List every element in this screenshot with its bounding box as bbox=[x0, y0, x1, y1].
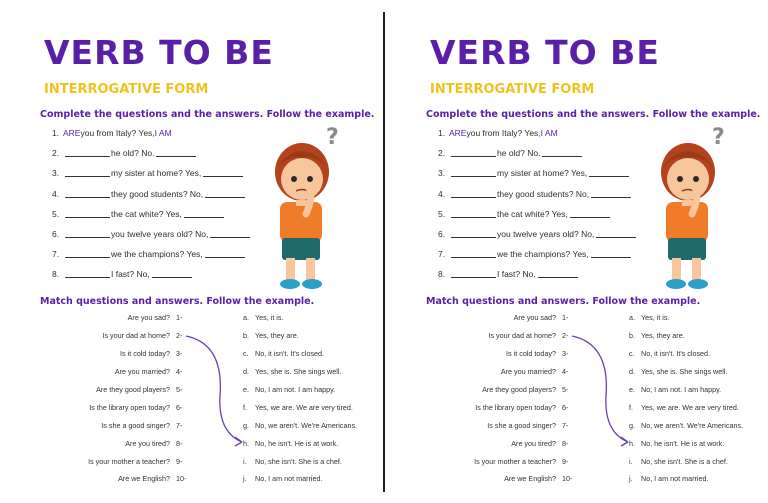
question-number: 1. bbox=[438, 128, 446, 138]
match-answer-letter: e. bbox=[629, 385, 635, 394]
question-text: we the champions? Yes, bbox=[111, 249, 203, 260]
match-answer-letter: e. bbox=[243, 385, 249, 394]
match-question bbox=[446, 327, 576, 345]
question-row bbox=[438, 148, 668, 168]
question-text: you twelve years old? No, bbox=[497, 228, 595, 239]
match-answer-letter: j. bbox=[243, 474, 247, 484]
match-question bbox=[446, 434, 576, 452]
match-answer-text: No, it isn't. It's closed. bbox=[641, 349, 711, 359]
match-question-number: 6- bbox=[562, 402, 569, 412]
verb-blank[interactable] bbox=[451, 209, 496, 218]
match-answer bbox=[629, 434, 768, 452]
question-row bbox=[438, 229, 668, 249]
match-question-text: Are you tired? bbox=[125, 438, 170, 448]
question-row bbox=[438, 209, 668, 229]
question-list bbox=[52, 128, 282, 290]
match-answer-text: Yes, it is. bbox=[255, 313, 284, 323]
page-divider bbox=[383, 12, 385, 492]
question-text: the cat white? Yes, bbox=[497, 208, 568, 219]
match-answer bbox=[243, 470, 383, 488]
match-answer-letter: a. bbox=[243, 313, 249, 323]
match-question bbox=[60, 345, 190, 363]
match-question-text: Are you married? bbox=[500, 367, 556, 377]
match-answer bbox=[243, 363, 383, 381]
match-answer-text: No, she isn't. She is a chef. bbox=[255, 456, 342, 466]
match-question-number: 9- bbox=[562, 456, 569, 466]
match-answer-letter: g. bbox=[629, 420, 635, 430]
question-row bbox=[52, 209, 282, 229]
question-number: 1. bbox=[52, 128, 60, 138]
match-answer-letter: f. bbox=[243, 402, 247, 412]
match-answer-letter: i. bbox=[243, 456, 247, 466]
match-question-number: 8- bbox=[176, 438, 183, 448]
match-question-text: Is your dad at home? bbox=[102, 331, 170, 341]
match-answer-text: No, I am not. I am happy. bbox=[255, 385, 336, 394]
example-verb: ARE bbox=[449, 128, 467, 138]
verb-blank[interactable] bbox=[65, 148, 110, 157]
match-question bbox=[446, 470, 576, 488]
match-question bbox=[446, 363, 576, 381]
match-answer-letter: d. bbox=[243, 367, 249, 377]
question-text: we the champions? Yes, bbox=[497, 249, 589, 260]
question-text: you twelve years old? No, bbox=[111, 228, 209, 239]
question-text: the cat white? Yes, bbox=[111, 208, 182, 219]
match-answer-letter: a. bbox=[629, 313, 635, 323]
match-question-number: 7- bbox=[176, 420, 183, 430]
match-answer-text: Yes, we are. We are very tired. bbox=[255, 402, 353, 412]
match-answer bbox=[243, 452, 383, 470]
question-text: I fast? No, bbox=[111, 269, 150, 280]
match-question-text: Are you sad? bbox=[513, 313, 556, 323]
example-verb: ARE bbox=[63, 128, 81, 138]
match-question bbox=[446, 416, 576, 434]
thinking-boy-illustration bbox=[262, 124, 352, 294]
worksheet-left bbox=[0, 0, 383, 503]
match-answer bbox=[629, 416, 768, 434]
instruction-match: Match questions and answers. Follow the example. bbox=[40, 296, 315, 307]
match-arrow bbox=[566, 330, 636, 450]
question-number: 3. bbox=[52, 168, 60, 179]
match-question-text: Are you tired? bbox=[511, 438, 556, 448]
worksheet-right bbox=[386, 0, 768, 503]
question-text: he old? No. bbox=[111, 148, 155, 159]
verb-blank[interactable] bbox=[451, 189, 496, 198]
question-number: 7. bbox=[52, 249, 60, 260]
verb-blank[interactable] bbox=[451, 148, 496, 157]
question-row bbox=[438, 189, 668, 209]
question-row bbox=[52, 148, 282, 168]
match-answer-text: Yes, she is. She sings well. bbox=[255, 367, 342, 377]
question-row bbox=[438, 168, 668, 188]
match-answer bbox=[629, 327, 768, 345]
match-answer-text: No, I am not married. bbox=[641, 474, 709, 484]
match-question bbox=[446, 345, 576, 363]
question-row bbox=[438, 128, 668, 148]
match-answer bbox=[629, 452, 768, 470]
verb-blank[interactable] bbox=[65, 249, 110, 258]
match-answer-text: No, I am not married. bbox=[255, 474, 323, 484]
question-row bbox=[52, 249, 282, 269]
match-answer-letter: h. bbox=[243, 438, 249, 448]
match-question-text: Are they good players? bbox=[482, 385, 556, 394]
match-question bbox=[60, 416, 190, 434]
match-question-number: 6- bbox=[176, 402, 183, 412]
match-question-text: Is it cold today? bbox=[506, 349, 556, 359]
match-arrow bbox=[180, 330, 250, 450]
match-answer bbox=[243, 345, 383, 363]
thinking-boy-illustration bbox=[648, 124, 738, 294]
match-answer-text: No, it isn't. It's closed. bbox=[255, 349, 325, 359]
question-mark-icon: ? bbox=[326, 125, 339, 150]
instruction-complete: Complete the questions and the answers. Follow the example. bbox=[426, 109, 761, 120]
answer-blank[interactable] bbox=[542, 148, 582, 157]
question-text: you from Italy? Yes, bbox=[80, 128, 155, 138]
question-row bbox=[438, 249, 668, 269]
verb-blank[interactable] bbox=[451, 269, 496, 278]
answer-blank[interactable] bbox=[591, 189, 631, 198]
match-answers bbox=[243, 309, 383, 488]
match-answer-letter: i. bbox=[629, 456, 633, 466]
question-row bbox=[52, 128, 282, 148]
match-answer bbox=[243, 309, 383, 327]
worksheet-subtitle: INTERROGATIVE FORM bbox=[44, 82, 209, 97]
question-text: they good students? No, bbox=[111, 188, 204, 199]
match-question-text: Is it cold today? bbox=[120, 349, 170, 359]
answer-blank[interactable] bbox=[596, 229, 636, 238]
match-question-text: Are they good players? bbox=[96, 385, 170, 394]
match-question-text: Is the library open today? bbox=[475, 402, 556, 412]
answer-blank[interactable] bbox=[152, 269, 192, 278]
match-answer bbox=[629, 363, 768, 381]
question-row bbox=[52, 229, 282, 249]
verb-blank[interactable] bbox=[65, 269, 110, 278]
question-row bbox=[52, 168, 282, 188]
match-question-number: 5- bbox=[562, 385, 569, 394]
verb-blank[interactable] bbox=[65, 229, 110, 238]
match-question-text: Is your dad at home? bbox=[488, 331, 556, 341]
match-answer-text: Yes, we are. We are very tired. bbox=[641, 402, 739, 412]
worksheet-subtitle: INTERROGATIVE FORM bbox=[430, 82, 595, 97]
match-question bbox=[60, 434, 190, 452]
match-question-number: 10- bbox=[562, 474, 573, 484]
match-question-text: Are we English? bbox=[118, 474, 170, 484]
match-question bbox=[446, 309, 576, 327]
match-answer-text: Yes, it is. bbox=[641, 313, 670, 323]
match-answer bbox=[243, 416, 383, 434]
question-text: he old? No. bbox=[497, 148, 541, 159]
match-answer bbox=[629, 345, 768, 363]
match-question-number: 8- bbox=[562, 438, 569, 448]
match-answer bbox=[243, 434, 383, 452]
answer-blank[interactable] bbox=[156, 148, 196, 157]
match-question-number: 9- bbox=[176, 456, 183, 466]
answer-blank[interactable] bbox=[203, 168, 243, 177]
match-answer-text: No, we aren't. We're Americans. bbox=[641, 420, 744, 430]
match-question bbox=[60, 470, 190, 488]
worksheet-title: VERB TO BE bbox=[430, 33, 660, 72]
match-answer-text: Yes, they are. bbox=[641, 331, 685, 341]
verb-blank[interactable] bbox=[65, 209, 110, 218]
match-question-text: Is the library open today? bbox=[89, 402, 170, 412]
match-answer-letter: b. bbox=[243, 331, 249, 341]
match-questions bbox=[446, 309, 576, 488]
match-question bbox=[60, 381, 190, 399]
match-question-text: Are you sad? bbox=[127, 313, 170, 323]
verb-blank[interactable] bbox=[451, 229, 496, 238]
match-question bbox=[60, 327, 190, 345]
match-question-number: 5- bbox=[176, 385, 183, 394]
verb-blank[interactable] bbox=[65, 168, 110, 177]
example-answer: I AM bbox=[540, 128, 558, 138]
question-list bbox=[438, 128, 668, 290]
match-answer-text: No, he isn't. He is at work. bbox=[641, 438, 725, 448]
match-question-number: 7- bbox=[562, 420, 569, 430]
question-number: 6. bbox=[438, 228, 446, 239]
example-answer: I AM bbox=[154, 128, 172, 138]
match-question bbox=[60, 398, 190, 416]
question-text: they good students? No, bbox=[497, 188, 590, 199]
match-question-number: 10- bbox=[176, 474, 187, 484]
match-question-text: Is she a good singer? bbox=[487, 420, 556, 430]
match-questions bbox=[60, 309, 190, 488]
question-mark-icon: ? bbox=[712, 125, 725, 150]
match-answer-letter: b. bbox=[629, 331, 635, 341]
question-number: 6. bbox=[52, 228, 60, 239]
question-number: 3. bbox=[438, 168, 446, 179]
match-answer bbox=[243, 381, 383, 399]
question-row bbox=[52, 269, 282, 289]
answer-blank[interactable] bbox=[570, 209, 610, 218]
question-number: 2. bbox=[438, 148, 446, 159]
question-number: 5. bbox=[438, 208, 446, 219]
instruction-complete: Complete the questions and the answers. Follow the example. bbox=[40, 109, 375, 120]
question-text: my sister at home? Yes, bbox=[497, 168, 588, 179]
match-answer-letter: c. bbox=[243, 349, 249, 359]
match-question bbox=[446, 398, 576, 416]
question-number: 2. bbox=[52, 148, 60, 159]
match-answer bbox=[629, 309, 768, 327]
match-question-number: 4- bbox=[176, 367, 183, 377]
match-answer-letter: h. bbox=[629, 438, 635, 448]
match-question bbox=[60, 309, 190, 327]
question-row bbox=[438, 269, 668, 289]
match-answer-text: No, we aren't. We're Americans. bbox=[255, 420, 358, 430]
match-question-text: Are you married? bbox=[114, 367, 170, 377]
match-question-text: Are we English? bbox=[504, 474, 556, 484]
verb-blank[interactable] bbox=[65, 189, 110, 198]
match-question-number: 3- bbox=[562, 349, 569, 359]
question-number: 8. bbox=[52, 269, 60, 280]
match-answer-text: Yes, she is. She sings well. bbox=[641, 367, 728, 377]
match-answer bbox=[243, 327, 383, 345]
question-number: 8. bbox=[438, 269, 446, 280]
match-question-number: 2- bbox=[562, 331, 569, 341]
match-answer-text: No, he isn't. He is at work. bbox=[255, 438, 339, 448]
match-question bbox=[60, 363, 190, 381]
question-number: 5. bbox=[52, 208, 60, 219]
match-answer bbox=[629, 470, 768, 488]
question-text: you from Italy? Yes, bbox=[466, 128, 541, 138]
match-answer-text: No, she isn't. She is a chef. bbox=[641, 456, 728, 466]
match-answer bbox=[629, 381, 768, 399]
match-question-text: Is your mother a teacher? bbox=[88, 456, 170, 466]
match-question-number: 1- bbox=[562, 313, 569, 323]
worksheet-title: VERB TO BE bbox=[44, 33, 274, 72]
match-answer-letter: d. bbox=[629, 367, 635, 377]
instruction-match: Match questions and answers. Follow the example. bbox=[426, 296, 701, 307]
match-answer-text: No, I am not. I am happy. bbox=[641, 385, 722, 394]
question-number: 7. bbox=[438, 249, 446, 260]
answer-blank[interactable] bbox=[589, 168, 629, 177]
match-answers bbox=[629, 309, 768, 488]
match-question-number: 2- bbox=[176, 331, 183, 341]
match-answer-letter: c. bbox=[629, 349, 635, 359]
question-row bbox=[52, 189, 282, 209]
match-question-text: Is your mother a teacher? bbox=[474, 456, 556, 466]
question-number: 4. bbox=[438, 188, 446, 199]
match-answer-text: Yes, they are. bbox=[255, 331, 299, 341]
match-answer-letter: j. bbox=[629, 474, 633, 484]
question-text: my sister at home? Yes, bbox=[111, 168, 202, 179]
answer-blank[interactable] bbox=[184, 209, 224, 218]
verb-blank[interactable] bbox=[451, 168, 496, 177]
match-question bbox=[446, 381, 576, 399]
verb-blank[interactable] bbox=[451, 249, 496, 258]
match-question bbox=[446, 452, 576, 470]
question-number: 4. bbox=[52, 188, 60, 199]
answer-blank[interactable] bbox=[210, 229, 250, 238]
match-answer-letter: f. bbox=[629, 402, 633, 412]
match-question-text: Is she a good singer? bbox=[101, 420, 170, 430]
match-question-number: 1- bbox=[176, 313, 183, 323]
match-answer-letter: g. bbox=[243, 420, 249, 430]
question-text: I fast? No, bbox=[497, 269, 536, 280]
answer-blank[interactable] bbox=[205, 189, 245, 198]
match-answer bbox=[243, 398, 383, 416]
answer-blank[interactable] bbox=[591, 249, 631, 258]
match-question-number: 4- bbox=[562, 367, 569, 377]
match-question bbox=[60, 452, 190, 470]
match-answer bbox=[629, 398, 768, 416]
answer-blank[interactable] bbox=[205, 249, 245, 258]
answer-blank[interactable] bbox=[538, 269, 578, 278]
match-question-number: 3- bbox=[176, 349, 183, 359]
